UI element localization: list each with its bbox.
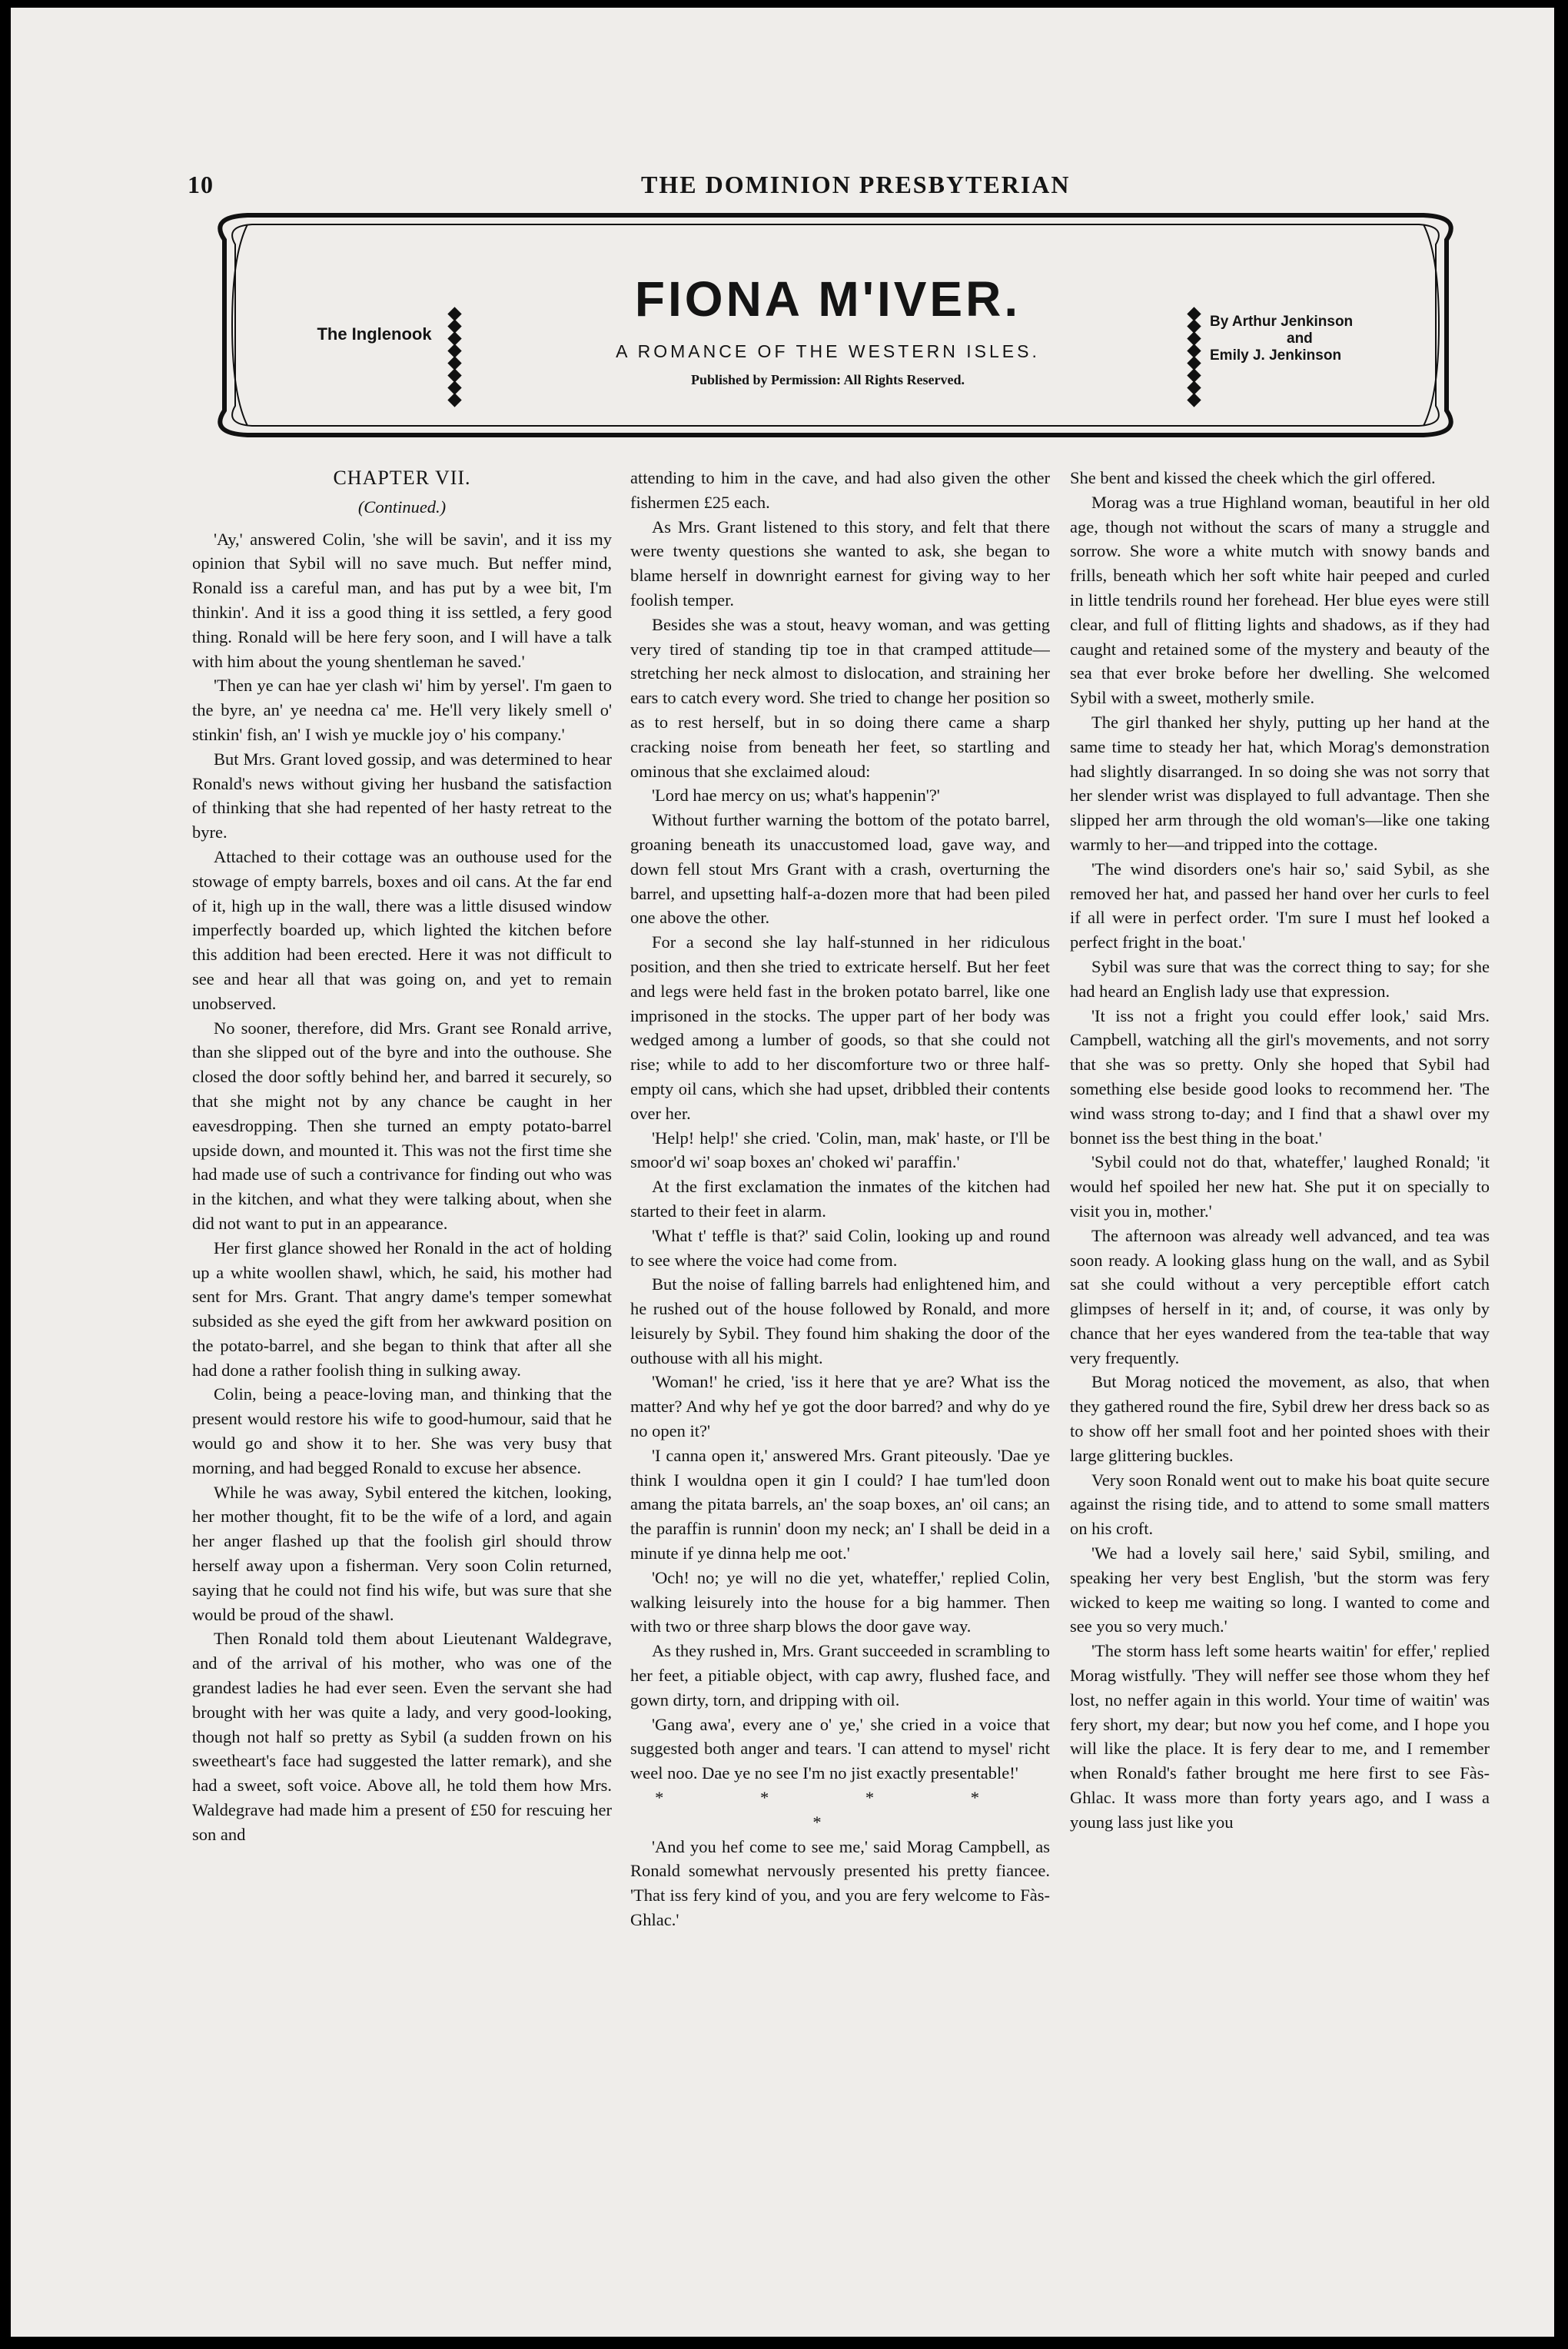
text-column-1 (192, 466, 612, 2311)
paragraph: But the noise of falling barrels had enlightened him, and he rushed out of the house followed by Ronald, and more leisurely by Sybil. They found him shaking the door of the outhouse with all his might. (630, 1274, 1050, 1367)
paragraph: 'We had a lovely sail here,' said Sybil, smiling, and speaking her very best English, 'but the storm was fery wicked to keep me waiting so long. I wanted to come and see you so very much.' (1070, 1543, 1490, 1636)
paragraph: Morag was a true Highland woman, beautiful in her old age, though not without the scars of many a struggle and sorrow. She wore a white mutch with snowy bands and frills, beneath which her soft white hair peeped and curled in little tendrils round her forehead. Her blue eyes were still clear, and full of flitting lights and shadows, as if they had caught and retained some of the mystery and beauty of the sea that ever broke before her dwelling. She welcomed Sybil with a sweet, motherly smile. (1070, 492, 1490, 708)
story-subtitle: A ROMANCE OF THE WESTERN ISLES. (616, 341, 1040, 361)
paragraph: As they rushed in, Mrs. Grant succeeded in scrambling to her feet, a pitiable object, with cap awry, flushed face, and gown dirty, torn, and dripping with oil. (630, 1641, 1050, 1709)
page-number: 10 (188, 171, 214, 198)
story-banner (201, 209, 1470, 441)
paragraph: The girl thanked her shyly, putting up her hand at the same time to steady her hat, which Morag's demonstration had slightly disarranged. In so doing she was not sorry that her slender wrist was displayed to full advantage. Then she slipped her arm through the old woman's—like one taking warmly to her—and tripped into the cottage. (1070, 712, 1490, 854)
paragraph: Sybil was sure that was the correct thing to say; for she had heard an English lady use that expression. (1070, 956, 1490, 1001)
paragraph: attending to him in the cave, and had also given the other fishermen £25 each. (630, 468, 1050, 512)
paragraph: Then Ronald told them about Lieutenant Waldegrave, and of the arrival of his mother, who was one of the grandest ladies he had ever seen. Even the servant she had brought with her was quite a lady, and very good-looking, though not half so pretty as Sybil (a sudden frown on his sweetheart's face had suggested the latter remark), and she had a sweet, soft voice. Above all, he told them how Mrs. Waldegrave had made him a present of £50 for rescuing her son and (192, 1629, 612, 1844)
paragraph: 'Help! help!' she cried. 'Colin, man, mak' haste, or I'll be smoor'd wi' soap boxes an' choked wi' paraffin.' (630, 1128, 1050, 1172)
paragraph: Besides she was a stout, heavy woman, and was getting very tired of standing tip toe in that cramped attitude—stretching her neck almost to dislocation, and straining her ears to catch every word. She tried to change her position so as to rest herself, but in so doing there came a sharp cracking noise from beneath her feet, so startling and ominous that she exclaimed aloud: (630, 614, 1050, 781)
byline (1210, 314, 1394, 364)
paragraph: 'Gang awa', every ane o' ye,' she cried in a voice that suggested both anger and tears. 'I can attend to mysel' richt weel noo. Dae ye no see I'm no jist exactly presentable!' (630, 1714, 1050, 1783)
paragraph: 'And you hef come to see me,' said Morag Campbell, as Ronald somewhat nervously presented his pretty fiancee. 'That iss fery kind of you, and you are fery welcome to Fàs-Ghlac.' (630, 1836, 1050, 1930)
chapter-continued: (Continued.) (357, 497, 447, 517)
text-column-3 (1070, 466, 1490, 2311)
text-column-2 (630, 466, 1050, 2311)
newspaper-page (11, 8, 1554, 2337)
byline-and: and (1287, 331, 1313, 347)
publication-title: THE DOMINION PRESBYTERIAN (641, 171, 1071, 198)
story-title: FIONA M'IVER. (634, 271, 1022, 327)
chapter-heading: CHAPTER VII. (333, 467, 471, 489)
section-break: * * * * * (655, 1788, 1025, 1832)
paragraph: 'The wind disorders one's hair so,' said Sybil, as she removed her hat, and passed her hand over her curls to feel if all were in perfect order. 'I'm sure I must hef looked a perfect fright in the boat.' (1070, 859, 1490, 952)
paragraph: Very soon Ronald went out to make his boat quite secure against the rising tide, and to attend to some small matters on his croft. (1070, 1470, 1490, 1539)
author-1: By Arthur Jenkinson (1210, 314, 1354, 330)
paragraph: Colin, being a peace-loving man, and thinking that the present would restore his wife to good-humour, said that he would go and show it to her. She was very busy that morning, and had begged Ronald to excuse her absence. (192, 1384, 612, 1477)
paragraph: 'Sybil could not do that, whateffer,' laughed Ronald; 'it would hef spoiled her new hat. She put it on specially to visit you in, mother.' (1070, 1152, 1490, 1221)
rights-notice: Published by Permission: All Rights Reserved. (690, 372, 965, 387)
section-label: The Inglenook (317, 324, 432, 344)
paragraph: She bent and kissed the cheek which the girl offered. (1070, 468, 1436, 487)
paragraph: 'Ay,' answered Colin, 'she will be savin', and it iss my opinion that Sybil will no save much. But neffer mind, Ronald iss a careful man, and has put by a wee bit, I'm thinkin'. And it iss a good thing it iss settled, a fery good thing. Ronald will be here fery soon, and I will have a talk with him about the young shentleman he saved.' (192, 529, 612, 671)
paragraph: 'Woman!' he cried, 'iss it here that ye are? What iss the matter? And why hef ye got the door barred? and why do ye no open it?' (630, 1372, 1050, 1441)
paragraph: 'Lord hae mercy on us; what's happenin'?' (652, 786, 940, 806)
author-2: Emily J. Jenkinson (1210, 347, 1342, 364)
paragraph: 'What t' teffle is that?' said Colin, looking up and round to see where the voice had come from. (630, 1225, 1050, 1270)
paragraph: 'I canna open it,' answered Mrs. Grant piteously. 'Dae ye think I wouldna open it gin I could? I hae tum'led doon amang the pitata barrels, an' the soap boxes, an' oil cans; an the paraffin is runnin' doon my neck; an' I shall be deid in a minute if ye dinna help me oot.' (630, 1445, 1050, 1563)
diamond-ornament-left (447, 309, 461, 407)
paragraph: Her first glance showed her Ronald in the act of holding up a white woollen shawl, which, he said, his mother had sent for Mrs. Grant. That angry dame's temper somewhat subsided as she eyed the gift from her awkward position on the potato-barrel, and she began to think that after all she had done a rather foolish thing in sulking away. (192, 1238, 612, 1380)
paragraph: As Mrs. Grant listened to this story, and felt that there were twenty questions she wanted to ask, she began to blame herself in downright earnest for giving way to her foolish temper. (630, 517, 1050, 610)
paragraph: Attached to their cottage was an outhouse used for the stowage of empty barrels, boxes and oil cans. At the far end of it, high up in the wall, there was a little disused window imperfectly boarded up, which lighted the kitchen before this addition had been erected. Here it was not difficult to see and hear all that was going on, and yet to remain unobserved. (192, 846, 612, 1013)
paragraph: Without further warning the bottom of the potato barrel, groaning beneath its unaccustomed load, gave way, and down fell stout Mrs Grant with a crash, overturning the barrel, and upsetting half-a-dozen more that had been piled one above the other. (630, 810, 1050, 928)
paragraph: But Morag noticed the movement, as also, that when they gathered round the fire, Sybil drew her dress back so as to show off her small foot and her pointed shoes with their large glittering buckles. (1070, 1372, 1490, 1465)
paragraph: The afternoon was already well advanced, and tea was soon ready. A looking glass hung on the wall, and as Sybil sat she could without a very perceptible effort catch glimpses of herself in it; and, of course, it was only by chance that her eyes wandered from the tea-table that way very frequently. (1070, 1225, 1490, 1367)
paragraph: 'The storm hass left some hearts waitin' for effer,' replied Morag wistfully. 'They will neffer see those whom they hef lost, no neffer again in this world. Your time of waitin' was fery short, my dear; but now you hef come, and I hope you will like the place. It is fery dear to me, and I remember when Ronald's father brought me here first to see Fàs-Ghlac. It wass more than forty years ago, and I wass a young lass just like you (1070, 1641, 1490, 1832)
paragraph: While he was away, Sybil entered the kitchen, looking, her mother thought, fit to be the wife of a lord, and again her anger flashed up that the foolish girl should throw herself away upon a fisherman. Very soon Colin returned, saying that he could not find his wife, but was sure that she would be proud of the shawl. (192, 1482, 612, 1624)
paragraph: 'It iss not a fright you could effer look,' said Mrs. Campbell, watching all the girl's movements, and not sorry that she was so pretty. Only she hoped that Sybil had something else beside good looks to recommend her. 'The wind wass strong to-day; and I find that a shawl over my bonnet iss the best thing in the boat.' (1070, 1005, 1490, 1148)
paragraph: But Mrs. Grant loved gossip, and was determined to hear Ronald's news without giving her husband the satisfaction of thinking that she had repented of her hasty retreat to the byre. (192, 749, 612, 842)
paragraph: For a second she lay half-stunned in her ridiculous position, and then she tried to extricate herself. But her feet and legs were held fast in the broken potato barrel, like one imprisoned in the stocks. The upper part of her body was wedged among a lumber of goods, so that she could not rise; while to add to her discomforture two or three half-empty oil cans, which she had upset, dribbled their contents over her. (630, 932, 1050, 1123)
paragraph: No sooner, therefore, did Mrs. Grant see Ronald arrive, than she slipped out of the byre and into the outhouse. She closed the door softly behind her, and barred it securely, so that she might not by any chance be caught in her eavesdropping. Then she turned an empty potato-barrel upside down, and mounted it. This was not the first time she had made use of such a contrivance for finding out who was in the kitchen, and what they were talking about, when she did not want to put in an appearance. (192, 1018, 612, 1233)
paragraph: At the first exclamation the inmates of the kitchen had started to their feet in alarm. (630, 1177, 1050, 1221)
paragraph: 'Then ye can hae yer clash wi' him by yersel'. I'm gaen to the byre, an' ye needna ca' me. He'll very likely smell o' stinkin' fish, an' I wish ye muckle joy o' his company.' (192, 676, 612, 744)
diamond-ornament-right (1187, 309, 1201, 407)
paragraph: 'Och! no; ye will no die yet, whateffer,' replied Colin, walking leisurely into the house for a big hammer. Then with two or three sharp blows the door gave way. (630, 1567, 1050, 1636)
